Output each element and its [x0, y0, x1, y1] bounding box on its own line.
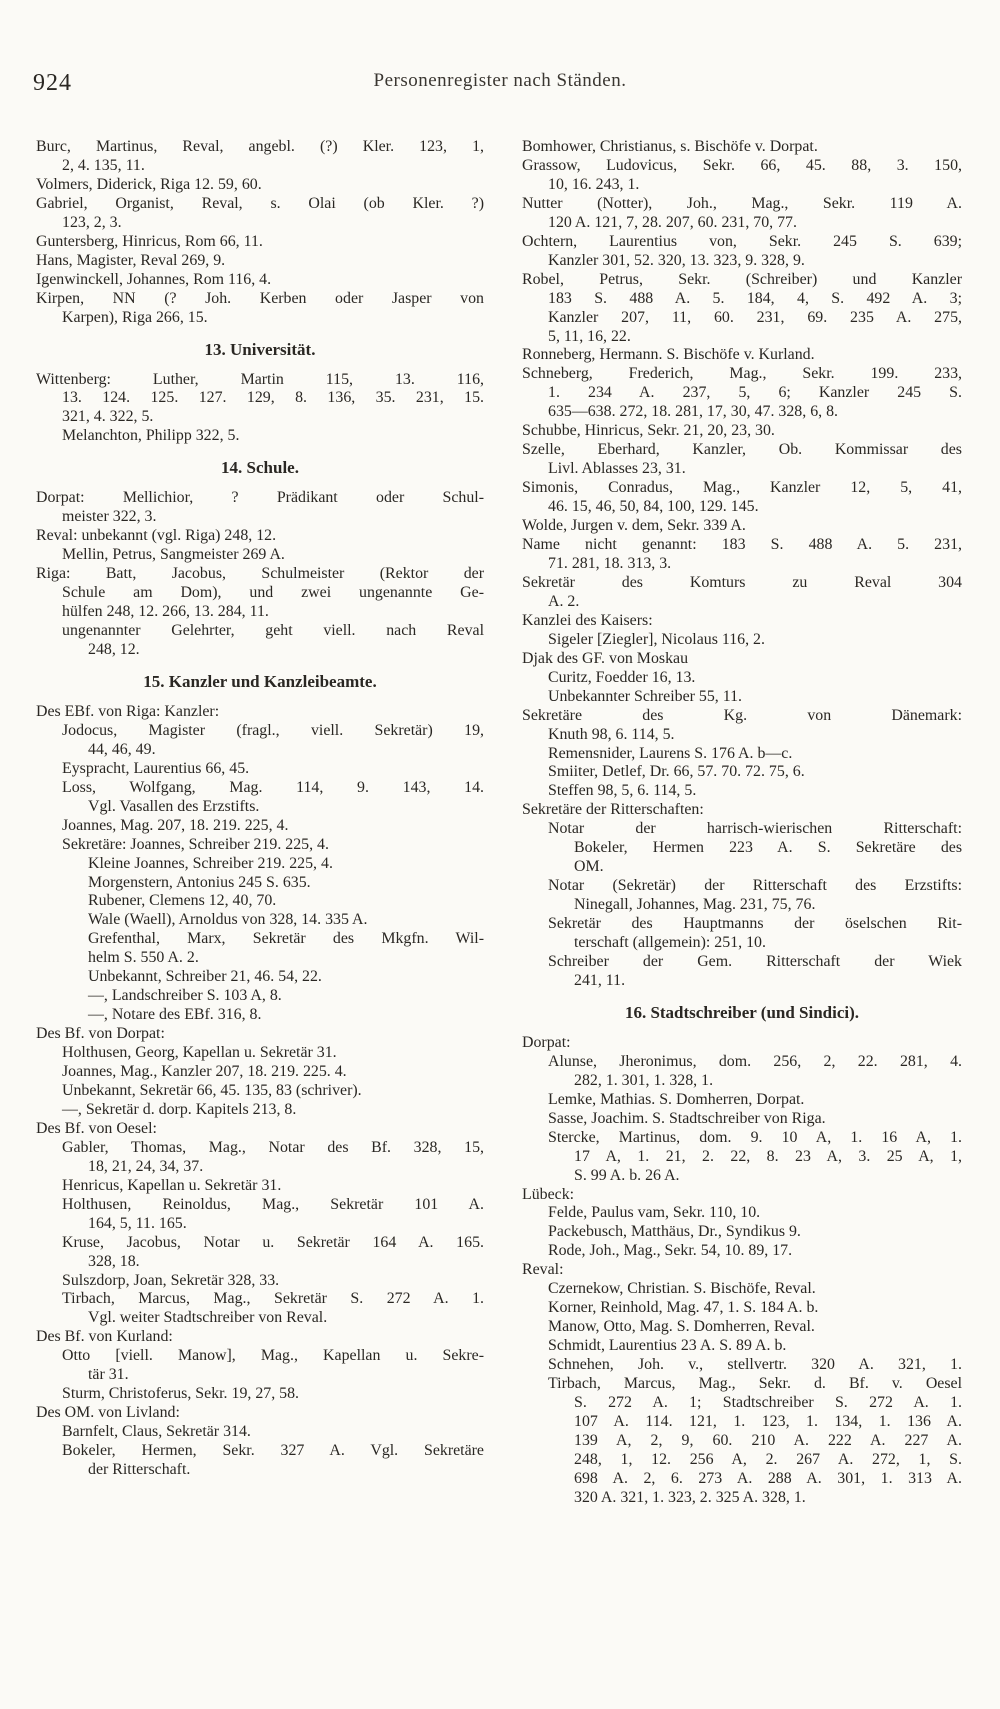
index-line: Nutter (Notter), Joh., Mag., Sekr. 119 A.: [522, 194, 962, 212]
index-line: Grefenthal, Marx, Sekretär des Mkgfn. Wil-: [88, 930, 484, 948]
index-line: Eyspracht, Laurentius 66, 45.: [62, 759, 250, 777]
index-line: A. 2.: [548, 592, 580, 610]
index-line: Djak des GF. von Moskau: [522, 649, 689, 667]
index-line: Bokeler, Hermen, Sekr. 327 A. Vgl. Sekretäre: [62, 1442, 484, 1460]
index-line: Packebusch, Matthäus, Dr., Syndikus 9.: [548, 1223, 801, 1241]
index-line: OM.: [574, 858, 604, 876]
index-line: 321, 4. 322, 5.: [62, 408, 154, 426]
index-line: Szelle, Eberhard, Kanzler, Ob. Kommissar des: [522, 441, 962, 459]
index-line: Felde, Paulus vam, Sekr. 110, 10.: [548, 1204, 761, 1222]
index-line: —, Landschreiber S. 103 A, 8.: [88, 987, 282, 1005]
index-line: Mellin, Petrus, Sangmeister 269 A.: [62, 546, 285, 564]
index-line: Ninegall, Johannes, Mag. 231, 75, 76.: [574, 896, 816, 914]
index-line: Schnehen, Joh. v., stellvertr. 320 A. 321, 1.: [548, 1356, 962, 1374]
index-line: Kanzler 207, 11, 60. 231, 69. 235 A. 275,: [548, 308, 962, 326]
index-line: Notar (Sekretär) der Ritterschaft des Erzstifts:: [548, 877, 962, 895]
index-line: Jodocus, Magister (fragl., viell. Sekretär) 19,: [62, 721, 484, 739]
index-line: Gabriel, Organist, Reval, s. Olai (ob Kler. ?): [36, 194, 484, 212]
section-heading: 16. Stadtschreiber (und Sindici).: [624, 1002, 860, 1022]
index-line: der Ritterschaft.: [88, 1461, 191, 1479]
index-line: Des Bf. von Kurland:: [36, 1328, 173, 1346]
index-line: Bokeler, Hermen 223 A. S. Sekretäre des: [574, 839, 962, 857]
index-line: Vgl. weiter Stadtschreiber von Reval.: [88, 1309, 328, 1327]
index-line: —, Notare des EBf. 316, 8.: [88, 1006, 262, 1024]
index-line: S. 272 A. 1; Stadtschreiber S. 272 A. 1.: [574, 1394, 962, 1411]
index-line: Tirbach, Marcus, Mag., Sekretär S. 272 A. 1.: [62, 1290, 484, 1308]
index-line: 5, 11, 16, 22.: [548, 327, 631, 345]
index-line: Schmidt, Laurentius 23 A. S. 89 A. b.: [548, 1337, 787, 1355]
index-line: Morgenstern, Antonius 245 S. 635.: [88, 873, 311, 891]
index-line: 18, 21, 24, 34, 37.: [88, 1157, 204, 1175]
index-line: helm S. 550 A. 2.: [88, 949, 199, 967]
index-line: Reval:: [522, 1261, 564, 1279]
index-line: 71. 281, 18. 313, 3.: [548, 554, 672, 572]
index-line: Wale (Waell), Arnoldus von 328, 14. 335 A.: [88, 911, 368, 929]
index-line: Alunse, Jheronimus, dom. 256, 2, 22. 281, 4.: [548, 1052, 962, 1070]
index-line: Czernekow, Christian. S. Bischöfe, Reval.: [548, 1280, 816, 1298]
index-line: Sekretär des Komturs zu Reval 304: [522, 573, 962, 591]
index-line: 183 S. 488 A. 5. 184, 4, S. 492 A. 3;: [548, 289, 962, 307]
index-line: Schreiber der Gem. Ritterschaft der Wiek: [548, 952, 962, 970]
section-heading: 14. Schule.: [221, 458, 299, 478]
index-line: Otto [viell. Manow], Mag., Kapellan u. Sekre-: [62, 1347, 484, 1365]
index-line: 164, 5, 11. 165.: [88, 1214, 187, 1232]
index-line: Name nicht genannt: 183 S. 488 A. 5. 231,: [522, 536, 962, 554]
index-line: 13. 124. 125. 127. 129, 8. 136, 35. 231, 15.: [62, 389, 484, 407]
index-line: Dorpat: Mellichior, ? Prädikant oder Schul-: [36, 489, 484, 507]
index-line: 17 A, 1. 21, 2. 22, 8. 23 A, 3. 25 A, 1,: [574, 1147, 962, 1165]
index-line: Sasse, Joachim. S. Stadtschreiber von Riga.: [548, 1109, 826, 1127]
index-line: Schneberg, Frederich, Mag., Sekr. 199. 233,: [522, 365, 962, 383]
index-line: Bomhower, Christianus, s. Bischöfe v. Dorpat.: [522, 138, 818, 155]
index-line: Kruse, Jacobus, Notar u. Sekretär 164 A. 165.: [62, 1233, 484, 1251]
index-line: Sekretäre: Joannes, Schreiber 219. 225, 4.: [62, 835, 329, 853]
index-line: Remensnider, Laurens S. 176 A. b—c.: [548, 744, 793, 762]
section-heading: 15. Kanzler und Kanzleibeamte.: [143, 671, 377, 691]
index-line: Sturm, Christoferus, Sekr. 19, 27, 58.: [62, 1385, 300, 1403]
index-line: Sekretär des Hauptmanns der öselschen Rit-: [548, 915, 962, 933]
index-line: Kanzlei des Kaisers:: [522, 611, 653, 629]
index-line: Des Bf. von Oesel:: [36, 1119, 157, 1137]
index-line: tär 31.: [88, 1366, 129, 1384]
index-line: Curitz, Foedder 16, 13.: [548, 668, 696, 686]
index-line: ungenannter Gelehrter, geht viell. nach Reval: [62, 622, 484, 640]
index-line: Manow, Otto, Mag. S. Domherren, Reval.: [548, 1318, 815, 1336]
index-line: Dorpat:: [522, 1033, 571, 1051]
page-number: 924: [33, 70, 72, 96]
index-line: Joannes, Mag., Kanzler 207, 18. 219. 225. 4.: [62, 1063, 347, 1081]
index-line: terschaft (allgemein): 251, 10.: [574, 934, 766, 952]
index-line: 10, 16. 243, 1.: [548, 175, 640, 193]
index-line: Ochtern, Laurentius von, Sekr. 245 S. 639;: [522, 232, 962, 250]
index-line: 123, 2, 3.: [62, 213, 122, 231]
index-line: 241, 11.: [574, 971, 626, 989]
index-line: Ronneberg, Hermann. S. Bischöfe v. Kurland.: [522, 346, 815, 364]
index-line: Holthusen, Reinoldus, Mag., Sekretär 101 A.: [62, 1195, 484, 1213]
index-line: Joannes, Mag. 207, 18. 219. 225, 4.: [62, 816, 289, 834]
index-line: Tirbach, Marcus, Mag., Sekr. d. Bf. v. Oesel: [548, 1375, 962, 1393]
index-line: 46. 15, 46, 50, 84, 100, 129. 145.: [548, 498, 759, 516]
index-line: hülfen 248, 12. 266, 13. 284, 11.: [62, 603, 269, 621]
index-line: Unbekannt, Sekretär 66, 45. 135, 83 (schriver).: [62, 1081, 362, 1099]
index-line: Steffen 98, 5, 6. 114, 5.: [548, 782, 697, 800]
index-line: Unbekannter Schreiber 55, 11.: [548, 687, 743, 705]
index-line: Barnfelt, Claus, Sekretär 314.: [62, 1423, 251, 1441]
index-line: Volmers, Diderick, Riga 12. 59, 60.: [36, 175, 262, 193]
index-line: Smiiter, Detlef, Dr. 66, 57. 70. 72. 75, 6.: [548, 763, 805, 781]
index-line: 248, 1, 12. 256 A, 2. 267 A. 272, 1, S.: [574, 1450, 962, 1468]
index-line: 139 A, 2, 9, 60. 210 A. 222 A. 227 A.: [574, 1431, 962, 1449]
index-line: Sekretäre des Kg. von Dänemark:: [522, 706, 962, 724]
index-line: Sigeler [Ziegler], Nicolaus 116, 2.: [548, 630, 765, 648]
index-line: Burc, Martinus, Reval, angebl. (?) Kler. 123, 1,: [36, 138, 484, 155]
index-line: Holthusen, Georg, Kapellan u. Sekretär 31.: [62, 1044, 337, 1062]
index-line: Kleine Joannes, Schreiber 219. 225, 4.: [88, 854, 333, 872]
index-line: Wittenberg: Luther, Martin 115, 13. 116,: [36, 370, 484, 388]
index-line: Loss, Wolfgang, Mag. 114, 9. 143, 14.: [62, 778, 484, 796]
index-line: Sekretäre der Ritterschaften:: [522, 801, 704, 819]
running-head: Personenregister nach Ständen.: [373, 70, 627, 91]
index-line: 635—638. 272, 18. 281, 17, 30, 47. 328, 6, 8.: [548, 403, 839, 421]
index-line: 328, 18.: [88, 1252, 140, 1270]
index-line: Reval: unbekannt (vgl. Riga) 248, 12.: [36, 527, 277, 545]
index-line: Schubbe, Hinricus, Sekr. 21, 20, 23, 30.: [522, 422, 775, 440]
index-line: Unbekannt, Schreiber 21, 46. 54, 22.: [88, 968, 322, 986]
index-line: Lübeck:: [522, 1185, 575, 1203]
index-line: Hans, Magister, Reval 269, 9.: [36, 251, 226, 269]
index-line: Schule am Dom), und zwei ungenannte Ge-: [62, 584, 484, 602]
index-line: Stercke, Martinus, dom. 9. 10 A, 1. 16 A, 1.: [548, 1128, 962, 1146]
index-line: 107 A. 114. 121, 1. 123, 1. 134, 1. 136 A.: [574, 1412, 962, 1430]
index-line: Vgl. Vasallen des Erzstifts.: [88, 797, 260, 815]
index-line: Des OM. von Livland:: [36, 1404, 180, 1422]
index-line: 44, 46, 49.: [88, 740, 156, 758]
index-line: S. 99 A. b. 26 A.: [574, 1166, 680, 1184]
index-line: Sulszdorp, Joan, Sekretär 328, 33.: [62, 1271, 280, 1289]
index-line: 120 A. 121, 7, 28. 207, 60. 231, 70, 77.: [548, 213, 797, 231]
index-line: 282, 1. 301, 1. 328, 1.: [574, 1071, 714, 1089]
index-line: Igenwinckell, Johannes, Rom 116, 4.: [36, 270, 272, 288]
index-line: 2, 4. 135, 11.: [62, 156, 145, 174]
index-line: Rode, Joh., Mag., Sekr. 54, 10. 89, 17.: [548, 1242, 793, 1260]
index-line: 248, 12.: [88, 640, 140, 658]
section-heading: 13. Universität.: [204, 339, 316, 359]
index-line: Karpen), Riga 266, 15.: [62, 308, 208, 326]
index-line: Kirpen, NN (? Joh. Kerben oder Jasper von: [36, 289, 484, 307]
index-line: Rubener, Clemens 12, 40, 70.: [88, 892, 277, 910]
index-line: Korner, Reinhold, Mag. 47, 1. S. 184 A. b.: [548, 1299, 819, 1317]
index-line: Guntersberg, Hinricus, Rom 66, 11.: [36, 232, 263, 250]
right-column: [522, 138, 962, 1508]
index-line: Knuth 98, 6. 114, 5.: [548, 725, 675, 743]
index-line: meister 322, 3.: [62, 508, 157, 526]
index-line: Notar der harrisch-wierischen Ritterschaft:: [548, 820, 962, 838]
index-line: 1. 234 A. 237, 5, 6; Kanzler 245 S.: [548, 384, 962, 402]
index-line: —, Sekretär d. dorp. Kapitels 213, 8.: [62, 1100, 297, 1118]
index-line: Gabler, Thomas, Mag., Notar des Bf. 328, 15,: [62, 1138, 484, 1156]
index-line: 320 A. 321, 1. 323, 2. 325 A. 328, 1.: [574, 1488, 806, 1506]
index-line: Simonis, Conradus, Mag., Kanzler 12, 5, 41,: [522, 479, 962, 497]
left-column: [36, 138, 484, 1480]
index-line: Wolde, Jurgen v. dem, Sekr. 339 A.: [522, 517, 746, 535]
index-line: Des Bf. von Dorpat:: [36, 1025, 165, 1043]
index-line: 698 A. 2, 6. 273 A. 288 A. 301, 1. 313 A.: [574, 1469, 962, 1487]
index-line: Kanzler 301, 52. 320, 13. 323, 9. 328, 9.: [548, 251, 805, 269]
index-line: Melanchton, Philipp 322, 5.: [62, 427, 240, 445]
index-line: Riga: Batt, Jacobus, Schulmeister (Rektor der: [36, 565, 484, 583]
index-line: Robel, Petrus, Sekr. (Schreiber) und Kanzler: [522, 270, 962, 288]
index-line: Des EBf. von Riga: Kanzler:: [36, 702, 220, 720]
index-line: Lemke, Mathias. S. Domherren, Dorpat.: [548, 1090, 805, 1108]
index-line: Livl. Ablasses 23, 31.: [548, 460, 686, 478]
index-line: Grassow, Ludovicus, Sekr. 66, 45. 88, 3. 150,: [522, 156, 962, 174]
index-line: Henricus, Kapellan u. Sekretär 31.: [62, 1176, 282, 1194]
